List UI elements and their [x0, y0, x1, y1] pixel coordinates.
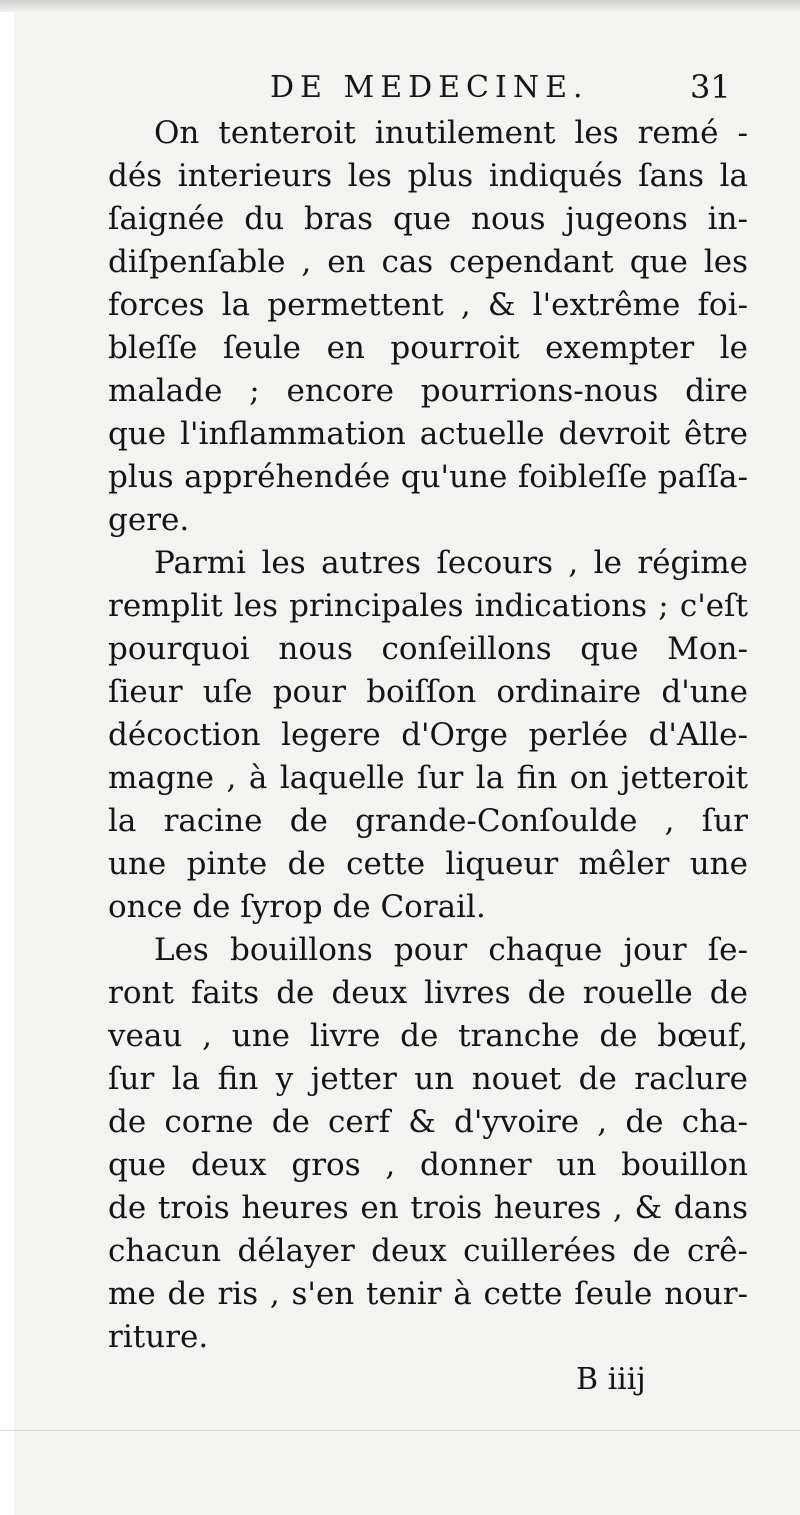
running-head: DE MEDECINE.: [270, 70, 589, 105]
text-line: plus appréhendée qu'une foibleſſe paſſa-: [108, 459, 748, 495]
page-gutter: [0, 0, 14, 1515]
paragraph-2: [108, 542, 748, 929]
text-line: de corne de cerf & d'yvoire , de cha-: [108, 1104, 748, 1140]
text-line: bleſſe ſeule en pourroit exempter le: [108, 330, 748, 366]
body-text: [108, 112, 748, 1359]
text-line: chacun délayer deux cuillerées de crê-: [108, 1233, 748, 1269]
text-line: une pinte de cette liqueur mêler une: [108, 846, 748, 882]
text-line: ront faits de deux livres de rouelle de: [108, 975, 748, 1011]
text-line: magne , à laquelle ſur la fin on jetteroit: [108, 760, 748, 796]
text-line: Les bouillons pour chaque jour ſe-: [154, 932, 748, 968]
text-line: me de ris , s'en tenir à cette ſeule nour-: [108, 1276, 748, 1312]
text-line: veau , une livre de tranche de bœuf,: [108, 1018, 748, 1054]
text-line: malade ; encore pourrions-nous dire: [108, 373, 748, 409]
text-line: riture.: [108, 1319, 209, 1355]
text-line: dés interieurs les plus indiqués ſans la: [108, 158, 748, 194]
text-line: diſpenſable , en cas cependant que les: [108, 244, 748, 280]
paragraph-1: [108, 112, 748, 542]
text-line: once de ſyrop de Corail.: [108, 889, 486, 925]
text-line: décoction legere d'Orge perlée d'Alle-: [108, 717, 748, 753]
text-line: ſaignée du bras que nous jugeons in-: [108, 201, 748, 237]
page-number: 31: [690, 68, 731, 106]
text-line: forces la permettent , & l'extrême foi-: [108, 287, 748, 323]
text-line: ſur la fin y jetter un nouet de raclure: [108, 1061, 748, 1097]
signature-mark: B iiij: [576, 1362, 646, 1397]
text-line: On tenteroit inutilement les remé -: [154, 115, 748, 151]
text-line: la racine de grande-Conſoulde , ſur: [108, 803, 748, 839]
text-line: gere.: [108, 502, 190, 538]
text-line: de trois heures en trois heures , & dans: [108, 1190, 748, 1226]
text-line: remplit les principales indications ; c'eſt: [108, 588, 748, 624]
text-line: Parmi les autres ſecours , le régime: [154, 545, 748, 581]
text-line: que deux gros , donner un bouillon: [108, 1147, 748, 1183]
paragraph-3: [108, 929, 748, 1359]
page-top-edge: [0, 0, 800, 12]
page-bottom-shadow: [0, 1430, 800, 1431]
text-line: pourquoi nous conſeillons que Mon-: [108, 631, 748, 667]
text-line: ſieur uſe pour boiſſon ordinaire d'une: [108, 674, 748, 710]
text-line: que l'inflammation actuelle devroit être: [108, 416, 748, 452]
